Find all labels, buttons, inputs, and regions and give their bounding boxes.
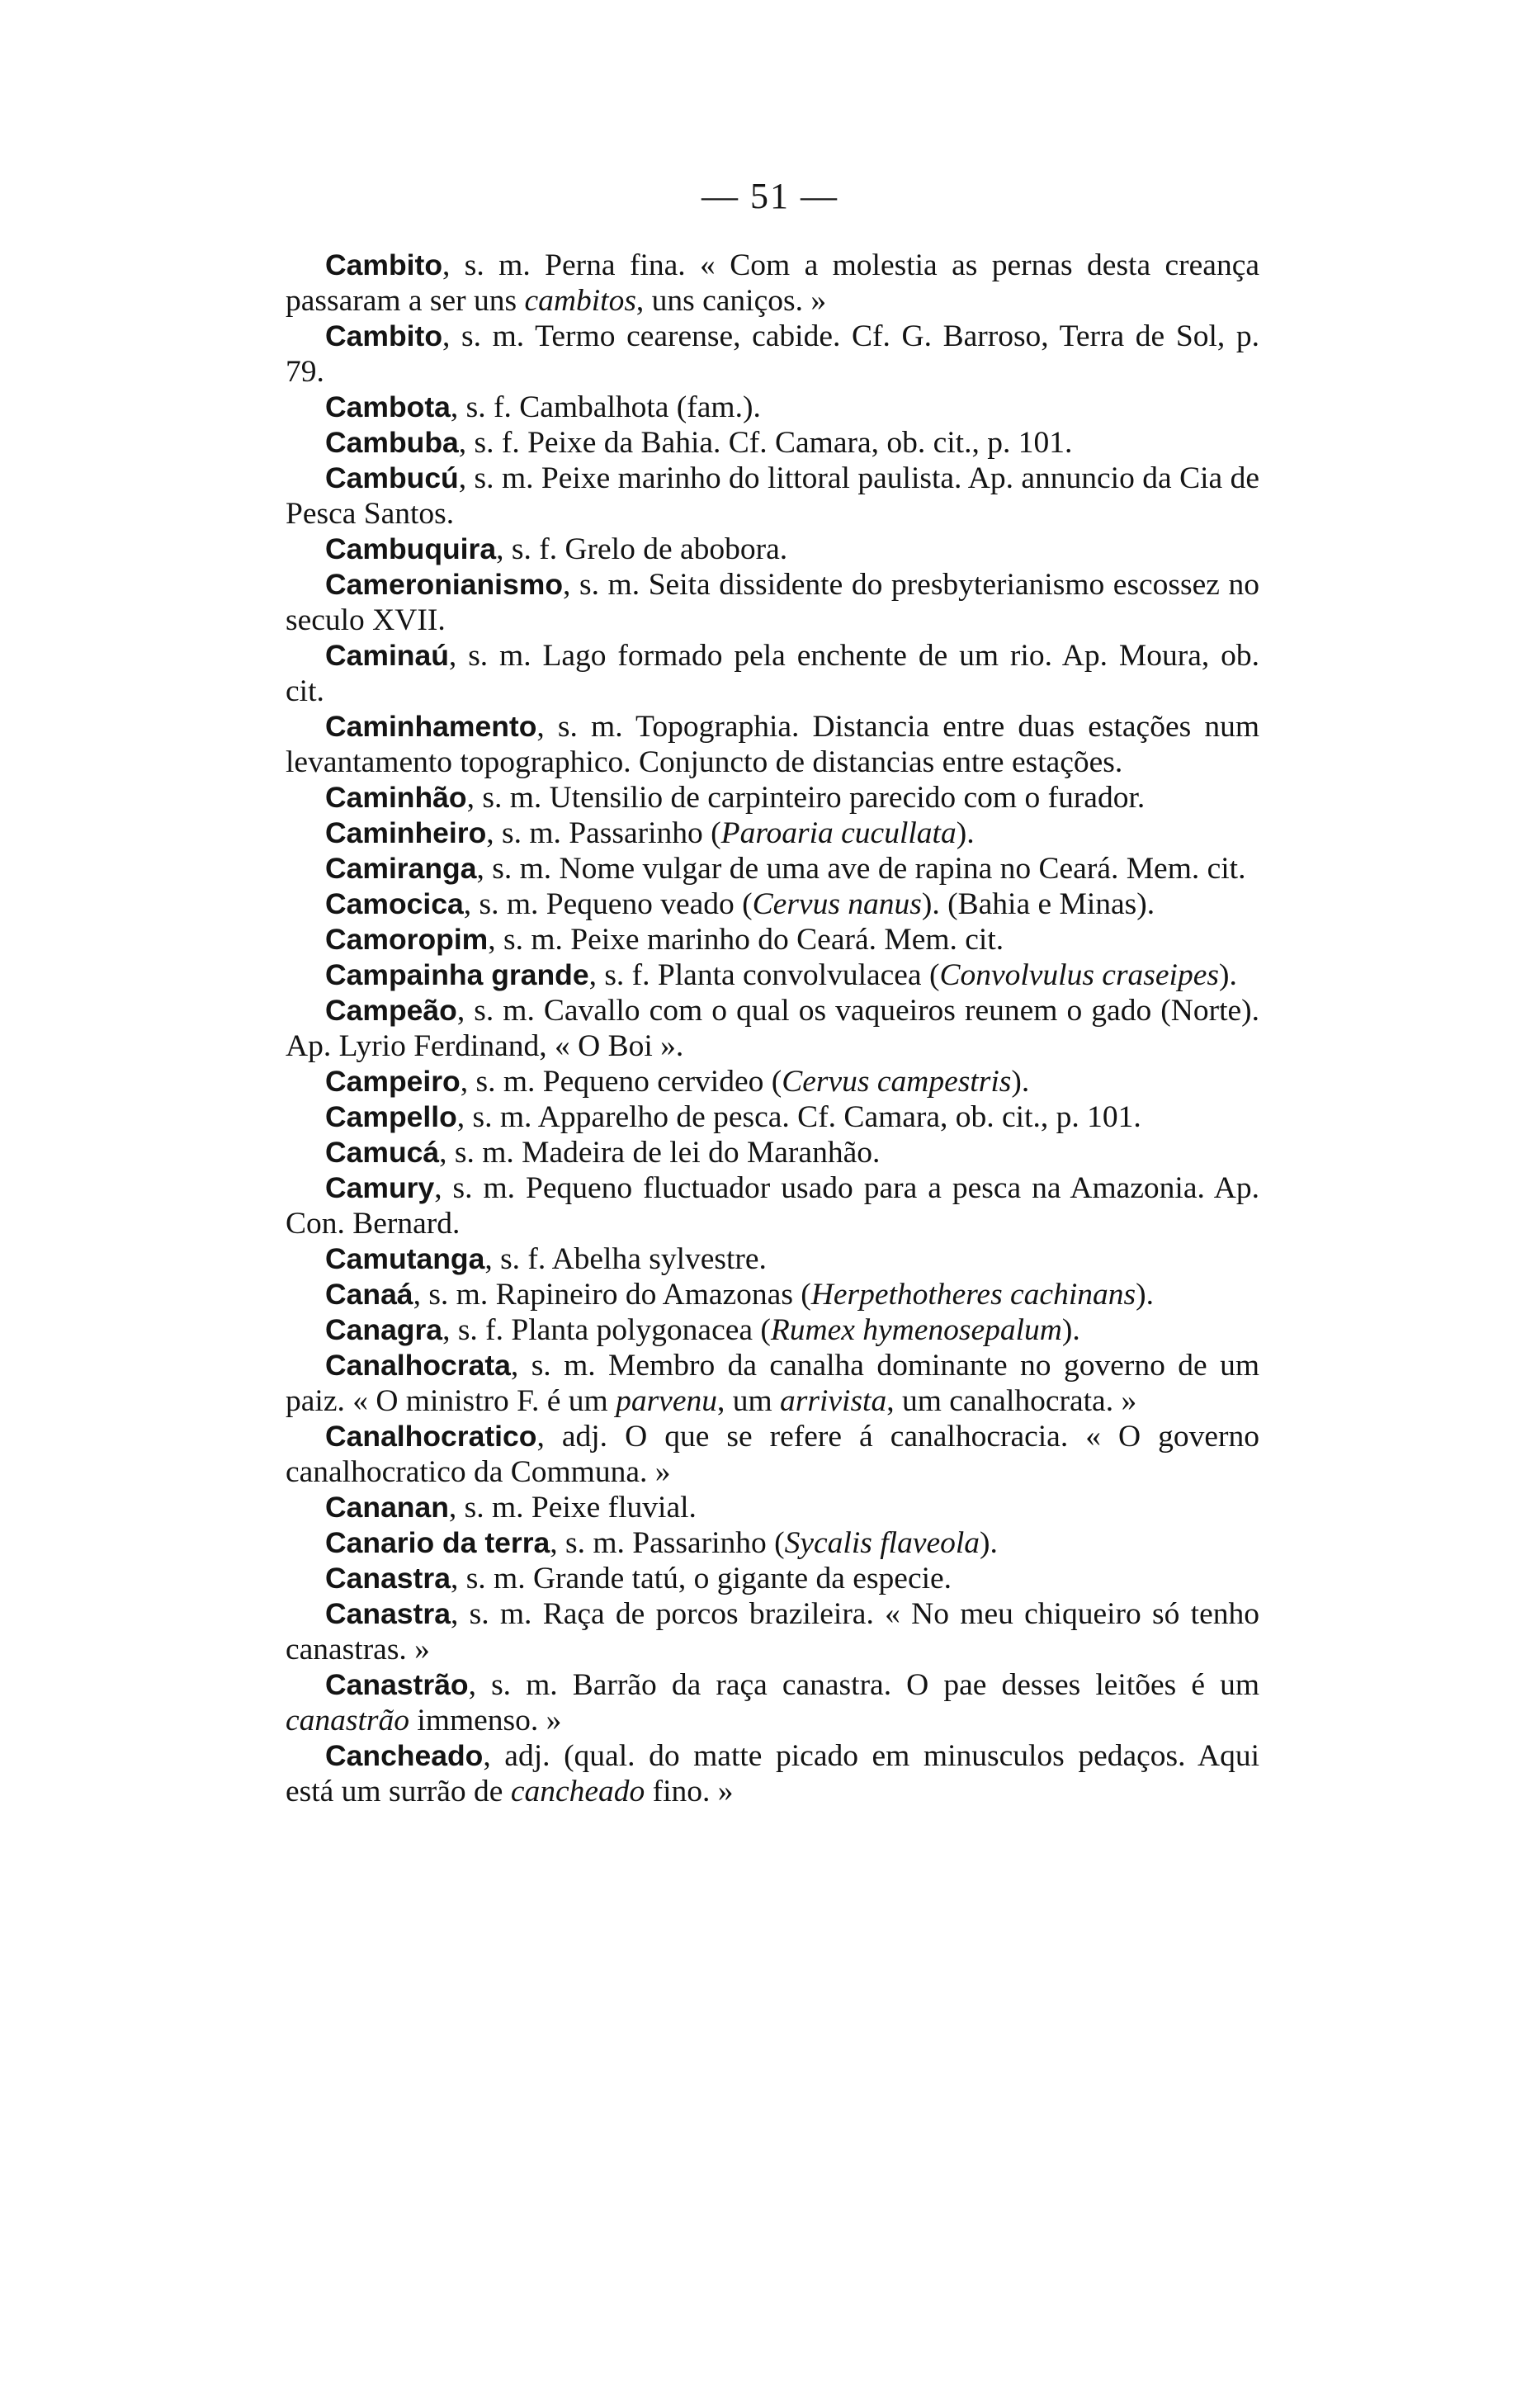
entry-text: , s. m. Membro da canalha dominante no governo de um paiz. « O ministro F. é um (286, 1349, 1259, 1418)
dictionary-entry (286, 1525, 1259, 1561)
dictionary-entry (286, 532, 1259, 567)
entry-text: , uns caniços. » (635, 284, 827, 318)
entry-text: , s. m. Pequeno veado ( (463, 887, 753, 921)
dictionary-entry (286, 1348, 1259, 1419)
entry-italic-term: Cervus campestris (782, 1065, 1012, 1099)
entry-headword: Canastrão (325, 1668, 469, 1701)
entry-headword: Campainha grande (325, 958, 589, 991)
dictionary-entry (286, 886, 1259, 922)
entry-text: ). (1136, 1278, 1154, 1312)
dictionary-entry (286, 1596, 1259, 1667)
entry-text: ). (1061, 1313, 1080, 1347)
entry-text: , s. m. Seita dissidente do presbyterianismo escossez no seculo XVII. (286, 568, 1259, 637)
dictionary-entry (286, 461, 1259, 532)
dictionary-entry (286, 993, 1259, 1064)
entry-text: , s. m. Apparelho de pesca. Cf. Camara, ob. cit., p. 101. (456, 1100, 1141, 1134)
entry-italic-term: Herpethotheres cachinans (810, 1278, 1136, 1312)
entry-headword: Camucá (325, 1136, 440, 1169)
entry-italic-term: Convolvulus craseipes (939, 958, 1219, 992)
entry-italic-term: Cervus nanus (752, 887, 922, 921)
dictionary-entry (286, 1419, 1259, 1490)
dictionary-entry (286, 1135, 1259, 1170)
entry-text: , s. m. Barrão da raça canastra. O pae desses leitões é um (468, 1668, 1259, 1702)
dictionary-entry (286, 709, 1259, 780)
entry-headword: Cambito (325, 248, 442, 281)
entry-headword: Campeiro (325, 1065, 461, 1098)
entry-headword: Caminheiro (325, 816, 487, 849)
dictionary-entry (286, 1064, 1259, 1099)
entry-text: , um canalhocrata. » (886, 1384, 1137, 1418)
entry-text: , s. m. Peixe marinho do littoral paulista. Ap. annuncio da Cia de Pesca Santos. (286, 461, 1259, 531)
entry-text: , adj. O que se refere á canalhocracia. « O governo canalhocratico da Communa. » (286, 1420, 1259, 1489)
entry-italic-term: Sycalis flaveola (784, 1526, 980, 1560)
entry-italic-term: arrivista (780, 1384, 887, 1418)
dictionary-entry (286, 1099, 1259, 1135)
entry-text: , s. m. Madeira de lei do Maranhão. (439, 1136, 881, 1170)
dictionary-entry (286, 1667, 1259, 1738)
entry-text: , s. f. Abelha sylvestre. (484, 1242, 767, 1276)
entry-headword: Canario da terra (325, 1526, 550, 1559)
entry-headword: Canagra (325, 1313, 443, 1346)
entry-text: , s. m. Passarinho ( (550, 1526, 785, 1560)
entry-text: ). (1218, 958, 1237, 992)
entry-text: , um (716, 1384, 781, 1418)
entry-text: , s. m. Rapineiro do Amazonas ( (413, 1278, 811, 1312)
dictionary-entry (286, 851, 1259, 886)
dictionary-entry (286, 1490, 1259, 1525)
entry-italic-term: parvenu (616, 1384, 717, 1418)
entry-text: fino. » (645, 1775, 734, 1808)
entry-text: , s. m. Termo cearense, cabide. Cf. G. Barroso, Terra de Sol, p. 79. (286, 319, 1259, 389)
entry-headword: Canalhocrata (325, 1349, 511, 1382)
entry-italic-term: Rumex hymenosepalum (770, 1313, 1062, 1347)
entry-text: , s. m. Topographia. Distancia entre duas estações num levantamento topographico. Conjuncto de distancias entre estações. (286, 710, 1259, 779)
entry-text: , s. m. Nome vulgar de uma ave de rapina no Ceará. Mem. cit. (476, 852, 1246, 886)
dictionary-entry (286, 780, 1259, 815)
dictionary-entry (286, 425, 1259, 461)
entry-italic-term: canastrão (286, 1704, 409, 1737)
entry-headword: Cancheado (325, 1739, 484, 1772)
entry-italic-term: cambitos (524, 284, 636, 318)
entry-text: ). (1011, 1065, 1030, 1099)
entry-headword: Canaá (325, 1278, 413, 1311)
entry-italic-term: cancheado (510, 1775, 645, 1808)
entry-headword: Cameronianismo (325, 568, 564, 601)
dictionary-entry (286, 1170, 1259, 1241)
entry-headword: Camury (325, 1171, 435, 1204)
entry-text: , s. m. Perna fina. « Com a molestia as pernas desta creança passaram a ser uns (286, 248, 1259, 318)
entry-headword: Camiranga (325, 852, 477, 885)
entry-text: , s. m. Pequeno cervideo ( (460, 1065, 782, 1099)
entry-text: , s. f. Cambalhota (fam.). (450, 390, 761, 424)
dictionary-entry (286, 1312, 1259, 1348)
entry-headword: Camutanga (325, 1242, 485, 1275)
entry-headword: Canastra (325, 1562, 451, 1595)
entry-text: , s. m. Peixe fluvial. (448, 1491, 697, 1525)
dictionary-entry (286, 567, 1259, 638)
entry-text: , s. m. Grande tatú, o gigante da especie. (450, 1562, 952, 1595)
entry-text: , s. m. Lago formado pela enchente de um rio. Ap. Moura, ob. cit. (286, 639, 1259, 708)
entry-text: , s. m. Utensilio de carpinteiro parecido com o furador. (466, 781, 1146, 815)
entry-headword: Camoropim (325, 923, 489, 956)
dictionary-entry (286, 1738, 1259, 1809)
entry-headword: Caminhamento (325, 710, 537, 743)
entry-text: ). (956, 816, 975, 850)
dictionary-entry (286, 390, 1259, 425)
entry-headword: Cambito (325, 319, 442, 352)
entry-text: immenso. » (409, 1704, 562, 1737)
entry-headword: Campello (325, 1100, 457, 1133)
entry-text: , s. f. Planta convolvulacea ( (588, 958, 940, 992)
entry-headword: Caminaú (325, 639, 449, 672)
dictionary-entry (286, 1277, 1259, 1312)
entry-italic-term: Paroaria cucullata (720, 816, 957, 850)
entry-headword: Cananan (325, 1491, 449, 1524)
dictionary-entry (286, 957, 1259, 993)
dictionary-entries (286, 248, 1259, 1809)
entry-text: , s. m. Raça de porcos brazileira. « No meu chiqueiro só tenho canastras. » (286, 1597, 1259, 1666)
entry-headword: Cambuba (325, 426, 459, 459)
entry-text: , s. m. Passarinho ( (486, 816, 721, 850)
dictionary-entry (286, 1561, 1259, 1596)
entry-text: ). (Bahia e Minas). (921, 887, 1155, 921)
entry-text: , s. m. Cavallo com o qual os vaqueiros reunem o gado (Norte). Ap. Lyrio Ferdinand, « O Boi ». (286, 994, 1259, 1063)
dictionary-entry (286, 1241, 1259, 1277)
entry-text: ). (980, 1526, 998, 1560)
dictionary-entry (286, 815, 1259, 851)
dictionary-entry (286, 638, 1259, 709)
dictionary-entry (286, 248, 1259, 319)
entry-headword: Canalhocratico (325, 1420, 537, 1453)
entry-text: , adj. (qual. do matte picado em minusculos pedaços. Aqui está um surrão de (286, 1739, 1259, 1808)
entry-text: , s. m. Pequeno fluctuador usado para a pesca na Amazonia. Ap. Con. Bernard. (286, 1171, 1259, 1241)
page-number: — 51 — (702, 176, 838, 216)
entry-headword: Camocica (325, 887, 464, 920)
entry-text: , s. f. Planta polygonacea ( (442, 1313, 771, 1347)
dictionary-entry (286, 319, 1259, 390)
entry-headword: Cambucú (325, 461, 459, 494)
entry-headword: Cambuquira (325, 532, 497, 565)
entry-headword: Cambota (325, 390, 451, 423)
entry-headword: Campeão (325, 994, 457, 1027)
entry-text: , s. f. Grelo de abobora. (496, 532, 788, 566)
entry-headword: Caminhão (325, 781, 467, 814)
entry-text: , s. f. Peixe da Bahia. Cf. Camara, ob. cit., p. 101. (458, 426, 1073, 460)
entry-headword: Canastra (325, 1597, 451, 1630)
dictionary-entry (286, 922, 1259, 957)
entry-text: , s. m. Peixe marinho do Ceará. Mem. cit. (488, 923, 1004, 957)
